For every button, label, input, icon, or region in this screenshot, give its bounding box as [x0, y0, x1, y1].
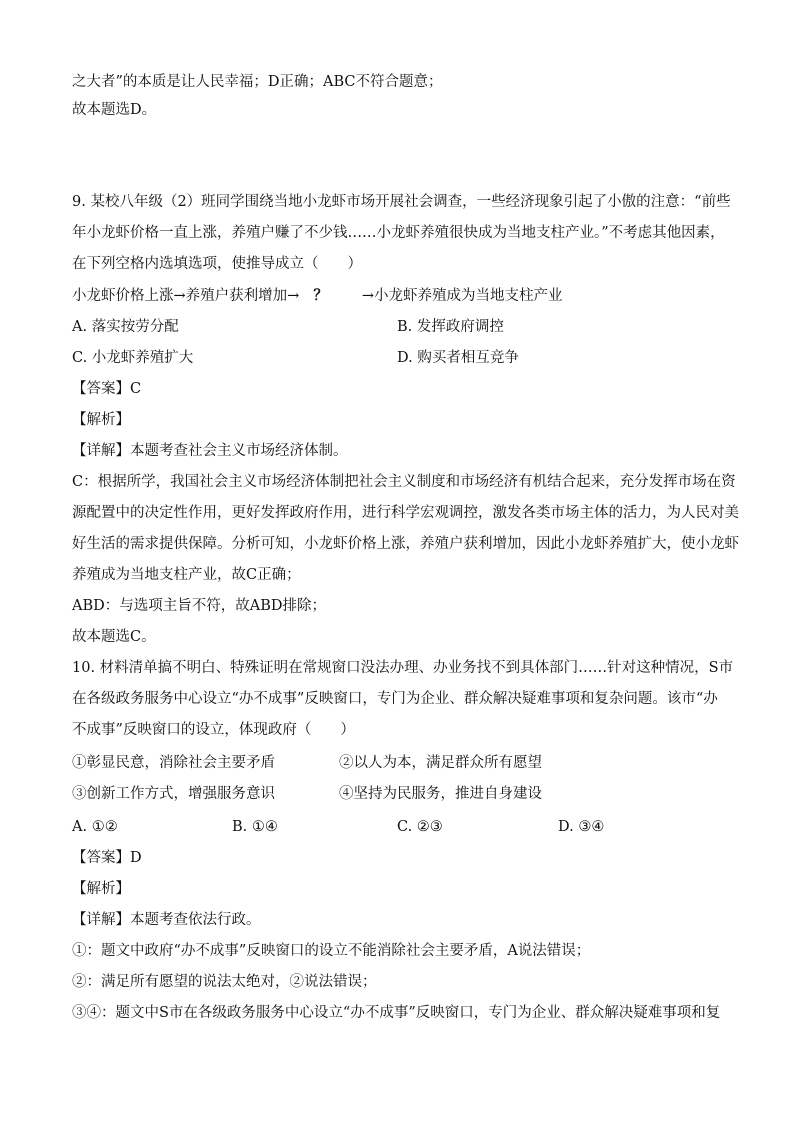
chain-step-2: 养殖户获利增加: [185, 288, 288, 304]
q9-body-line-2: 源配置中的决定性作用，更好发挥政府作用，进行科学宏观调控，激发各类市场主体的活力，为人民对美: [72, 505, 739, 521]
q9-body-line-4: 养殖成为当地支柱产业，故C正确；: [72, 567, 301, 583]
q9-body-line-5: ABD：与选项主旨不符，故ABD排除；: [72, 598, 327, 614]
chain-step-3: 小龙虾养殖成为当地支柱产业: [373, 288, 563, 304]
q10-stem-line-2: 在各级政务服务中心设立“办不成事”反映窗口，专门为企业、群众解决疑难事项和复杂问题。该市“办: [72, 691, 718, 707]
q10-option-d: D. ③④: [558, 819, 605, 835]
q9-body-line-1: C：根据所学，我国社会主义市场经济体制把社会主义制度和市场经济有机结合起来，充分发挥市场在资: [72, 474, 736, 490]
q10-body-line-1: ①：题文中政府“办不成事”反映窗口的设立不能消除社会主要矛盾，A说法错误；: [72, 943, 591, 959]
q9-option-b: B. 发挥政府调控: [397, 319, 504, 335]
arrow-right-icon: →: [287, 288, 300, 304]
q10-answer: 【答案】D: [72, 850, 142, 866]
q9-stem-line-3: 在下列空格内选填选项，使推导成立（ ）: [72, 256, 362, 272]
q10-option-c: C. ②③: [397, 819, 443, 835]
q10-option-b: B. ①④: [232, 819, 278, 835]
q10-stem-line-1: 10. 材料清单搞不明白、特殊证明在常规窗口没法办理、办业务找不到具体部门……针对这种情况，S市: [72, 660, 734, 676]
q10-body-line-2: ②：满足所有愿望的说法太绝对，②说法错误；: [72, 974, 377, 990]
q9-option-c: C. 小龙虾养殖扩大: [72, 350, 194, 366]
q10-statement-2: ②以人为本，满足群众所有愿望: [339, 755, 542, 771]
q9-body-line-6: 故本题选C。: [72, 629, 156, 645]
chain-step-1: 小龙虾价格上涨: [72, 288, 174, 304]
q9-inference-chain: [72, 286, 562, 306]
q10-analysis-heading: 【解析】: [72, 881, 130, 897]
q9-stem-line-2: 年小龙虾价格一直上涨，养殖户赚了不少钱……小龙虾养殖很快成为当地支柱产业。”不考虑其他因素，: [72, 225, 725, 241]
arrow-right-icon: →: [173, 288, 186, 304]
chain-blank: ？: [313, 287, 328, 304]
q10-option-a: A. ①②: [72, 819, 118, 835]
q9-stem-line-1: 9. 某校八年级（2）班同学围绕当地小龙虾市场开展社会调查，一些经济现象引起了小傲的注意：“前些: [72, 194, 731, 210]
q10-body-line-3: ③④：题文中S市在各级政务服务中心设立“办不成事”反映窗口，专门为企业、群众解决疑难事项和复: [72, 1005, 721, 1021]
q10-statement-1: ①彰显民意，消除社会主要矛盾: [72, 755, 275, 771]
q9-analysis-heading: 【解析】: [72, 412, 130, 428]
arrow-right-icon: →: [361, 288, 374, 304]
q10-stem-line-3: 不成事”反映窗口的设立，体现政府（ ）: [72, 722, 355, 738]
q9-option-a: A. 落实按劳分配: [72, 319, 179, 335]
q9-body-line-3: 好生活的需求提供保障。分析可知，小龙虾价格上涨，养殖户获利增加，因此小龙虾养殖扩大，使小龙虾: [72, 536, 739, 552]
prev-answer-choice: 故本题选D。: [72, 102, 157, 118]
q10-statement-3: ③创新工作方式，增强服务意识: [72, 786, 275, 802]
q9-option-d: D. 购买者相互竞争: [397, 350, 519, 366]
q10-detail: 【详解】本题考查依法行政。: [72, 912, 261, 928]
prev-conclusion-line: 之大者”的本质是让人民幸福；D正确；ABC不符合题意；: [72, 74, 443, 90]
q10-statement-4: ④坚持为民服务，推进自身建设: [339, 786, 542, 802]
q9-detail: 【详解】本题考查社会主义市场经济体制。: [72, 443, 348, 459]
q9-answer: 【答案】C: [72, 381, 142, 397]
